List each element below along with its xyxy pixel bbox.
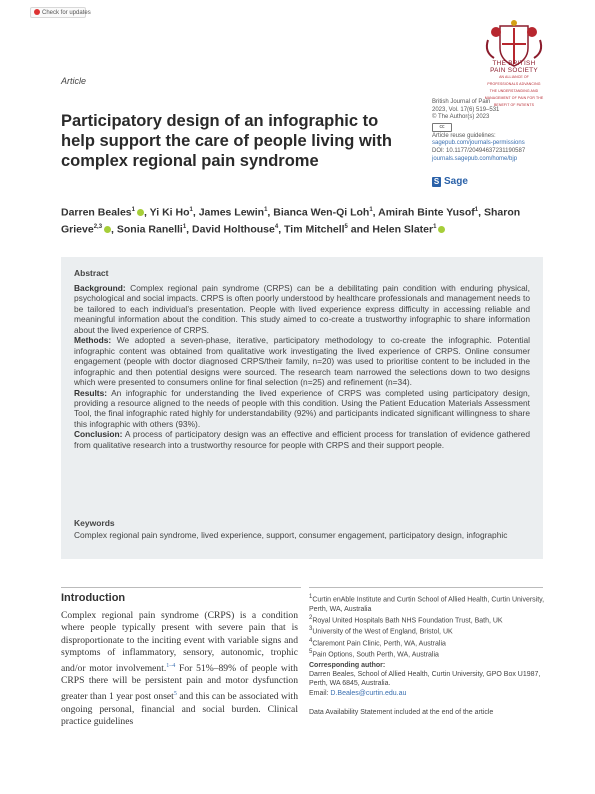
affiliations xyxy=(309,593,549,660)
check-for-updates-badge[interactable] xyxy=(30,7,91,18)
reuse-guidelines-label: Article reuse guidelines: xyxy=(432,132,496,139)
abstract-conclusion xyxy=(74,429,530,450)
abstract-section-text: Complex regional pain syndrome (CRPS) can be a debilitating pain condition with enduring physical, psychological and social impacts. CRPS is often poorly understood by healthcare professionals and management needs to be tailored to each individual’s presentation. People with lived experience express difficulty in accessing reliable and meaningful information about the condition. This study aimed to co-create a trustworthy infographic to share information about the lived experience of CRPS. xyxy=(74,283,530,335)
author-separator: , xyxy=(278,223,285,236)
abstract-heading: Abstract xyxy=(74,268,109,278)
article-title: Participatory design of an infographic to help support the care of people living with complex regional pain syndrome xyxy=(61,112,392,170)
corresponding-heading: Corresponding author: xyxy=(309,662,386,669)
affiliation-item xyxy=(309,648,549,660)
abstract-section-label: Background: xyxy=(74,283,126,293)
article-type-label: Article xyxy=(61,76,87,86)
introduction-text xyxy=(61,610,298,728)
intro-text-part: Complex regional pain syndrome (CRPS) is a condition where people typically present with severe pain that is disproportionate to the inciting event with variable signs and symptoms of inflammatory, sensory, autonomic, trophic and/or motor involvement. xyxy=(61,610,298,674)
affiliation-text: Curtin enAble Institute and Curtin School of Allied Health, Curtin University, Perth, WA, Australia xyxy=(309,596,545,613)
journal-volume: 2023, Vol. 17(6) 519–531 xyxy=(432,106,500,113)
author-name: Helen Slater xyxy=(372,223,434,236)
affiliation-item xyxy=(309,614,549,626)
affiliation-number: 4 xyxy=(309,637,313,644)
author-name: Amirah Binte Yusof xyxy=(378,206,475,219)
author-separator: , xyxy=(372,206,379,219)
check-for-updates-label: Check for updates xyxy=(42,10,91,16)
author-affiliation-ref: 2,3 xyxy=(93,224,103,230)
abstract-section-label: Conclusion: xyxy=(74,429,123,440)
sage-s-icon: S xyxy=(433,177,440,186)
author-name: Darren Beales xyxy=(61,206,132,219)
orcid-icon[interactable] xyxy=(438,226,445,233)
email-link[interactable]: D.Beales@curtin.edu.au xyxy=(330,689,407,697)
affiliation-text: Royal United Hospitals Bath NHS Foundation Trust, Bath, UK xyxy=(312,617,503,625)
corresponding-author xyxy=(309,661,549,698)
affiliation-number: 2 xyxy=(309,614,313,621)
author-name: James Lewin xyxy=(198,206,265,219)
affiliation-number: 5 xyxy=(309,649,313,656)
doi[interactable]: DOI: 10.1177/20494637231190587 xyxy=(432,147,526,154)
intro-text-part: For 51%–89% of people with CRPS there will be persistent pain and motor dysfunction greater than 1 year post onset xyxy=(61,663,298,703)
journal-copyright: © The Author(s) 2023 xyxy=(432,114,490,121)
divider xyxy=(309,587,543,588)
author-separator: , xyxy=(192,206,199,219)
data-availability-statement: Data Availability Statement included at the end of the article xyxy=(309,709,494,716)
orcid-icon[interactable] xyxy=(137,209,144,216)
abstract-methods xyxy=(74,335,530,387)
author-separator: , xyxy=(111,223,117,236)
intro-text-part: and this can be associated with ongoing personal, financial and social burden. Clinical practice guidelines xyxy=(61,691,299,727)
author-name: Bianca Wen-Qi Loh xyxy=(273,206,370,219)
author-affiliation-ref: 1 xyxy=(264,207,268,213)
sage-logo xyxy=(432,176,468,187)
sage-publisher-name: Sage xyxy=(444,176,468,187)
society-line-2: PAIN SOCIETY xyxy=(490,67,538,74)
affiliation-number: 3 xyxy=(309,626,313,633)
abstract-background xyxy=(74,283,530,335)
affiliation-text: University of the West of England, Bristol, UK xyxy=(312,628,453,636)
author-name: Yi Ki Ho xyxy=(149,206,190,219)
journal-info xyxy=(432,99,572,163)
author-affiliation-ref: 1 xyxy=(433,224,437,230)
abstract-section-label: Results: xyxy=(74,387,108,398)
author-affiliation-ref: 5 xyxy=(344,224,348,230)
abstract-section-label: Methods: xyxy=(74,335,112,346)
society-tagline: AN ALLIANCE OF PROFESSIONALS ADVANCING THE UNDERSTANDING AND MANAGEMENT OF PAIN FOR THE BENEFIT OF PATIENTS xyxy=(484,75,544,107)
reference-link[interactable]: 5 xyxy=(173,690,177,697)
author-affiliation-ref: 1 xyxy=(369,207,373,213)
author-separator: , xyxy=(478,206,484,219)
journal-name: British Journal of Pain xyxy=(432,99,491,105)
author-affiliation-ref: 4 xyxy=(274,224,279,230)
author-separator: and xyxy=(347,223,373,236)
author-list xyxy=(61,203,561,237)
author-affiliation-ref: 1 xyxy=(474,207,479,213)
journal-url-link[interactable]: journals.sagepub.com/home/bjp xyxy=(432,155,518,162)
introduction-heading: Introduction xyxy=(61,592,126,604)
abstract-section-text: We adopted a seven-phase, iterative, participatory methodology to co-create the infographic. Potential infographic content was obtained from qualitative work investigating the lived experience of CRPS. Online consumer engagement (people with doctor diagnosed CRPS/their family, n=20) was used to prioritise content to be included in the infographic and then potential designs were sourced. The research team narrowed the selections down to two designs which were presented to consumers online for final selection (n=25) and refinement (n=34). xyxy=(74,335,530,388)
abstract-section-text: A process of participatory design was an effective and efficient process for translation of evidence gathered from qualitative research into a trustworthy resource for people with CRPS and their support people. xyxy=(74,429,530,450)
affiliation-text: Pain Options, South Perth, WA, Australia xyxy=(312,651,439,659)
author-name: Sonia Ranelli xyxy=(116,223,183,236)
reference-link[interactable]: 1–4 xyxy=(166,662,176,669)
keywords-text: Complex regional pain syndrome, lived experience, support, consumer engagement, participatory design, infographic xyxy=(74,530,508,540)
affiliation-text: Claremont Pain Clinic, Perth, WA, Australia xyxy=(312,640,446,648)
abstract-results xyxy=(74,388,530,430)
author-separator: , xyxy=(267,206,274,219)
affiliation-item xyxy=(309,625,549,637)
author-name: Tim Mitchell xyxy=(284,223,345,236)
author-name: Sharon Grieve xyxy=(61,206,521,236)
author-affiliation-ref: 1 xyxy=(189,207,193,213)
affiliation-number: 1 xyxy=(309,594,313,600)
author-name: David Holthouse xyxy=(192,223,275,236)
keywords-heading: Keywords xyxy=(74,518,115,528)
author-separator: , xyxy=(186,223,193,236)
update-icon xyxy=(34,9,40,15)
affiliation-item xyxy=(309,593,549,614)
email-label: Email: xyxy=(309,689,331,697)
abstract-body xyxy=(74,283,530,450)
orcid-icon[interactable] xyxy=(104,226,111,233)
abstract-section-text: An infographic for understanding the lived experience of CRPS was completed using participatory design, providing a resource aligned to the needs of people with this condition. Using the Patient Education Materials Assessment Tool, the final infographic rated highly for understandability (92%) and participants indicated significant willingness to share this infographic with others (93%). xyxy=(74,387,530,429)
divider xyxy=(61,587,301,588)
reuse-guidelines-link[interactable]: sagepub.com/journals-permissions xyxy=(432,140,525,147)
society-line-1: THE BRITISH xyxy=(492,60,536,67)
author-affiliation-ref: 1 xyxy=(182,224,187,230)
author-affiliation-ref: 1 xyxy=(131,207,135,213)
affiliation-item xyxy=(309,637,549,649)
creative-commons-icon[interactable]: cc xyxy=(432,123,452,132)
author-separator: , xyxy=(143,206,150,219)
corresponding-address: Darren Beales, School of Allied Health, Curtin University, GPO Box U1987, Perth, WA 6845, Australia. xyxy=(309,671,541,688)
